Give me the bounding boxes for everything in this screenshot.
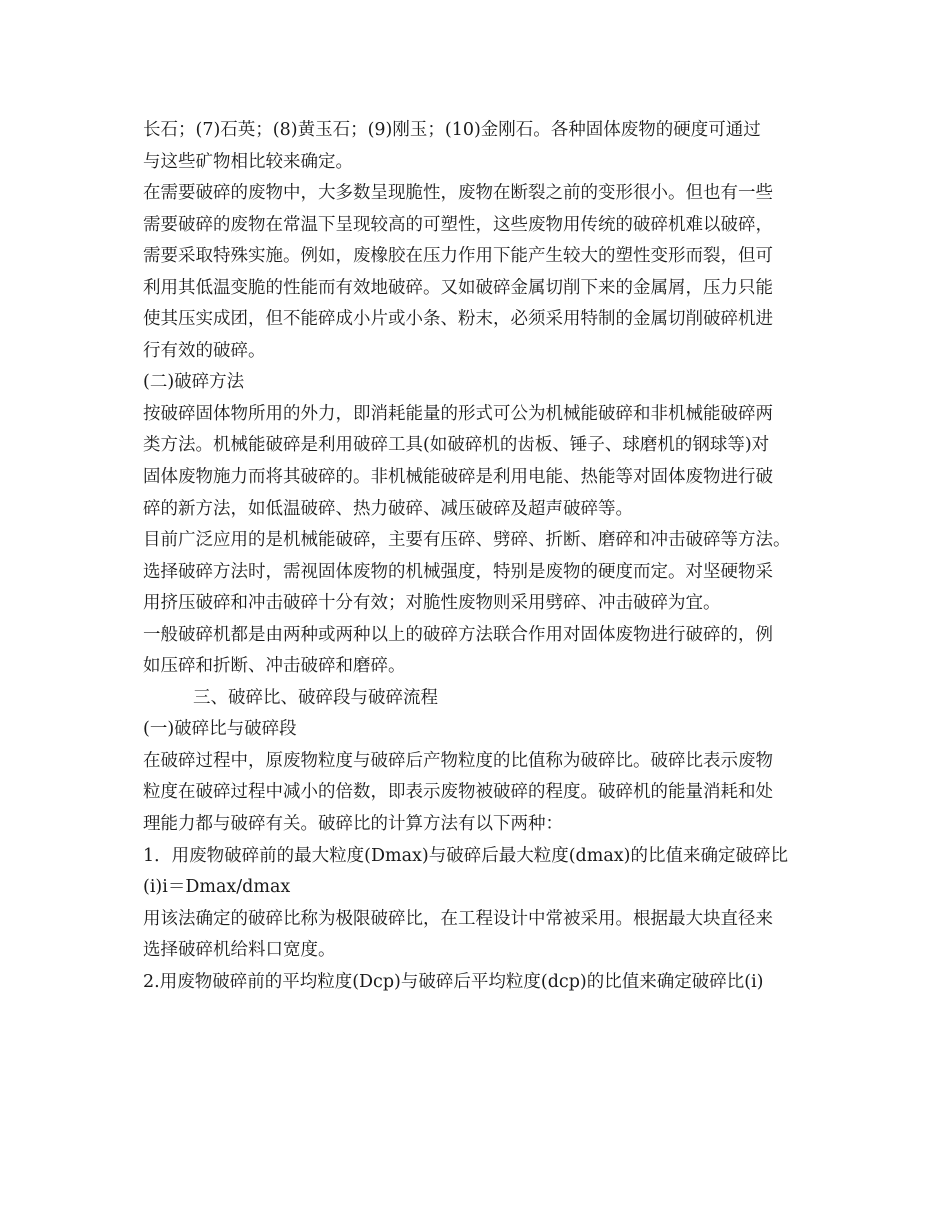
text-line: 粒度在破碎过程中减小的倍数，即表示废物被破碎的程度。破碎机的能量消耗和处 — [143, 782, 773, 803]
text-line: 用挤压破碎和冲击破碎十分有效；对脆性废物则采用劈碎、冲击破碎为宜。 — [143, 593, 721, 614]
text-line: 碎的新方法，如低温破碎、热力破碎、减压破碎及超声破碎等。 — [143, 498, 633, 519]
text-line: 在破碎过程中，原废物粒度与破碎后产物粒度的比值称为破碎比。破碎比表示废物 — [143, 750, 773, 771]
text-line: 行有效的破碎。 — [143, 340, 266, 361]
document-page — [143, 115, 833, 998]
text-line: 用该法确定的破碎比称为极限破碎比，在工程设计中常被采用。根据最大块直径来 — [143, 908, 773, 929]
text-line: 一般破碎机都是由两种或两种以上的破碎方法联合作用对固体废物进行破碎的，例 — [143, 624, 773, 645]
section-heading: (一)破碎比与破碎段 — [143, 719, 297, 740]
text-line: 需要破碎的废物在常温下呈现较高的可塑性，这些废物用传统的破碎机难以破碎， — [143, 214, 773, 235]
text-line: 选择破碎机给料口宽度。 — [143, 940, 336, 961]
list-item: 2.用废物破碎前的平均粒度(Dcp)与破碎后平均粒度(dcp)的比值来确定破碎比(i) — [143, 971, 764, 992]
text-line: 按破碎固体物所用的外力，即消耗能量的形式可公为机械能破碎和非机械能破碎两 — [143, 403, 773, 424]
text-line: 使其压实成团，但不能碎成小片或小条、粉末，必须采用特制的金属切削破碎机进 — [143, 309, 773, 330]
section-heading: (二)破碎方法 — [143, 372, 245, 393]
text-line: 选择破碎方法时，需视固体废物的机械强度，特别是废物的硬度而定。对坚硬物采 — [143, 561, 773, 582]
text-line: 长石；(7)石英；(8)黄玉石；(9)刚玉；(10)金刚石。各种固体废物的硬度可通过 — [143, 120, 761, 140]
text-line: 需要采取特殊实施。例如，废橡胶在压力作用下能产生较大的塑性变形而裂，但可 — [143, 246, 773, 267]
text-line: 利用其低温变脆的性能而有效地破碎。又如破碎金属切削下来的金属屑，压力只能 — [143, 277, 773, 298]
formula-line: (i)i＝Dmax/dmax — [143, 877, 291, 898]
list-item: 1．用废物破碎前的最大粒度(Dmax)与破碎后最大粒度(dmax)的比值来确定破碎比 — [143, 845, 788, 866]
text-line: 在需要破碎的废物中，大多数呈现脆性，废物在断裂之前的变形很小。但也有一些 — [143, 183, 773, 204]
text-line: 理能力都与破碎有关。破碎比的计算方法有以下两种： — [143, 814, 563, 835]
text-line: 类方法。机械能破碎是利用破碎工具(如破碎机的齿板、锤子、球磨机的钢球等)对 — [143, 435, 770, 456]
chapter-heading: 三、破碎比、破碎段与破碎流程 — [193, 687, 438, 708]
text-line: 固体废物施力而将其破碎的。非机械能破碎是利用电能、热能等对固体废物进行破 — [143, 467, 773, 488]
text-line: 如压碎和折断、冲击破碎和磨碎。 — [143, 656, 406, 677]
text-line: 与这些矿物相比较来确定。 — [143, 151, 353, 172]
text-line: 目前广泛应用的是机械能破碎，主要有压碎、劈碎、折断、磨碎和冲击破碎等方法。 — [143, 530, 791, 551]
